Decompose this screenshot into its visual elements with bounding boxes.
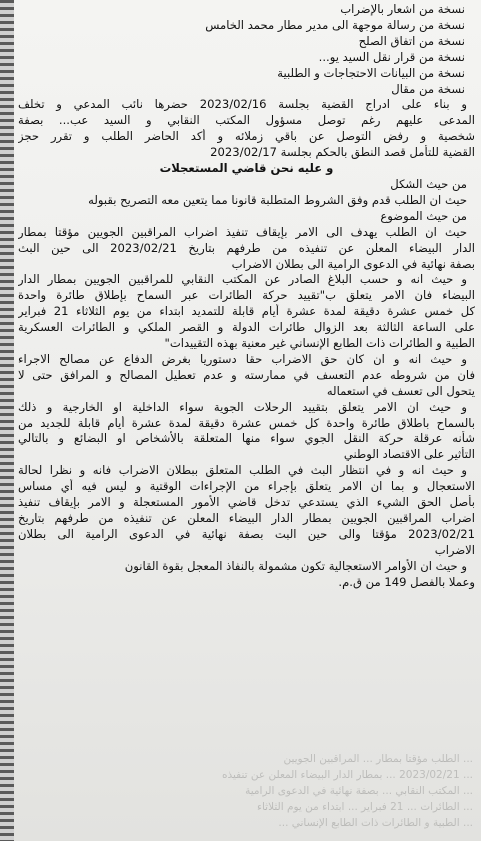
paragraph-4 xyxy=(18,400,475,464)
text-line: اضراب المراقبين الجويين بمطار الدار البيضاء المعلن عن تنفيذه من طرفهم بتاريخ xyxy=(18,511,475,525)
intro-paragraph xyxy=(18,97,475,161)
paragraph-3 xyxy=(18,352,475,400)
text-line: البيضاء فان الامر يتعلق ب"تقييد حركة الطائرات عبر السماح بإطلاق طائرة واحدة xyxy=(18,288,475,303)
attachment-item: نسخة من البيانات الاحتجاجات و الطلبية xyxy=(277,65,465,80)
text-line: الاضراب xyxy=(434,542,475,557)
text-line: و حيث انه و حسب البلاغ الصادر عن المكتب النقابي للمراقبين الجويين بمطار الدار xyxy=(18,272,467,287)
text-line: على الساعة الثالثة بعد الزوال طائرات الدولة و القصر الملكي و الطائرات العسكرية xyxy=(18,320,475,335)
text-line: وعملا بالفصل 149 من ق.م. xyxy=(338,574,475,589)
document-body xyxy=(18,0,475,591)
text-line: يتحول الى تعسف في استعماله xyxy=(326,383,475,398)
text-line: فان من شروطه عدم التعسف في ممارسته و عدم تعطيل المصالح و المرافق حتى لا xyxy=(18,367,475,382)
paragraph-2 xyxy=(18,272,475,352)
text-line: و حيث انه و في انتظار البث في الطلب المتعلق ببطلان الاضراب فانه و نظرا لحالة xyxy=(18,463,467,478)
text-line: حيث ان الطلب يهدف الى الامر بإيقاف تنفيذ اضراب المراقبين الجويين مؤقتا بمطار xyxy=(18,224,467,239)
faint-line: ... الطلب مؤقتا بمطار ... المراقبين الجويين xyxy=(283,753,473,765)
attachment-item: نسخة من اتفاق الصلح xyxy=(358,33,465,48)
text-line: الطبية و الطائرات ذات الطابع الإنساني غير معنية بهذه التقييدات" xyxy=(164,336,475,351)
faint-line: ... الطبية و الطائرات ذات الطابع الإنساني ... xyxy=(278,817,473,829)
text-line: بالسماح باطلاق طائرة واحدة كل خمس عشرة دقيقة لمدة عشرة أيام قابلة للجديد من xyxy=(18,415,475,430)
text-line: و حيث ان الامر يتعلق بتقييد الرحلات الجوية سواء الداخلية او الخارجية و ذلك xyxy=(18,399,467,414)
faint-line: ... المكتب النقابي ... بصفة نهائية في الدعوى الرامية xyxy=(245,785,473,797)
attachment-item: نسخة من رسالة موجهة الى مدير مطار محمد الخامس xyxy=(205,17,465,32)
form-heading: من حيث الشكل xyxy=(390,176,467,191)
text-line: القضية للتأمل قصد النطق بالحكم بجلسة 2023/02/17 xyxy=(210,145,475,160)
text-line: المدعى عليهم رغم توصل مسؤول المكتب النقابي و السيد عب... بصفة xyxy=(18,113,475,128)
text-line: و بناء على ادراج القضية بجلسة 2023/02/16 حضرها نائب المدعي و تخلف xyxy=(18,97,467,112)
text-line: شأنه عرقلة حركة النقل الجوي سواء منها المتعلقة بالأشخاص او البضائع و بالتالي xyxy=(18,431,475,446)
faint-line: ... 2023/02/21 ... بمطار الدار البيضاء المعلن عن تنفيذه xyxy=(221,769,473,781)
text-line: 2023/02/21 مؤقتا والى حين البت بصفة نهائية في الدعوى الرامية الى بطلان xyxy=(18,526,475,541)
judge-heading: و عليه نحن قاضي المستعجلات xyxy=(159,161,334,176)
text-line: الاستعجال و بما ان الامر يتعلق بإجراء من الإجراءات الوقتية و ليس فيه أي مساس xyxy=(18,479,475,494)
text-line: بأصل الحق الشيء الذي يستدعي تدخل قاضي الأمور المستعجلة و الامر بإيقاف تنفيذ xyxy=(18,495,475,510)
faint-line: ... الطائرات ... 21 فبراير ... ابتداء من يوم الثلاثاء xyxy=(257,801,473,813)
attachment-item: نسخة من مقال xyxy=(391,81,465,96)
text-line: و حيث ان الأوامر الاستعجالية تكون مشمولة بالنفاذ المعجل بقوة القانون xyxy=(124,558,467,573)
text-line: التأثير على الاقتصاد الوطني xyxy=(343,447,475,462)
text-line: شخصية و رفض التوصل عن باقي زملائه و أكد الحاضر الطلب و تقرر حجز xyxy=(18,129,475,144)
text-line: كل خمس عشرة دقيقة لمدة عشرة أيام قابلة للتمديد ابتداء من يوم الثلاثاء 21 فبراير xyxy=(18,304,475,319)
text-line: الدار البيضاء المعلن عن تنفيذه من طرفهم بتاريخ 2023/02/21 الى حين البث xyxy=(18,240,475,255)
attachment-item: نسخة من قرار نقل السيد يو... xyxy=(318,49,465,64)
text-line: حيث ان الطلب قدم وفق الشروط المتطلبة قانونا مما يتعين معه التصريح بقبوله xyxy=(88,192,467,207)
binder-edge xyxy=(0,0,14,841)
text-line: بصفة نهائية في الدعوى الرامية الى بطلان الاضراب xyxy=(231,256,475,271)
attachments-list xyxy=(18,2,475,97)
attachment-item: نسخة من اشعار بالإضراب xyxy=(340,2,465,16)
paragraph-1 xyxy=(18,225,475,273)
paragraph-5 xyxy=(18,463,475,558)
paragraph-6 xyxy=(18,559,475,591)
subject-heading: من حيث الموضوع xyxy=(380,208,467,223)
text-line: و حيث انه و ان كان حق الاضراب حقا دستوريا بغرض الدفاع عن مصالح الاجراء xyxy=(18,351,467,366)
